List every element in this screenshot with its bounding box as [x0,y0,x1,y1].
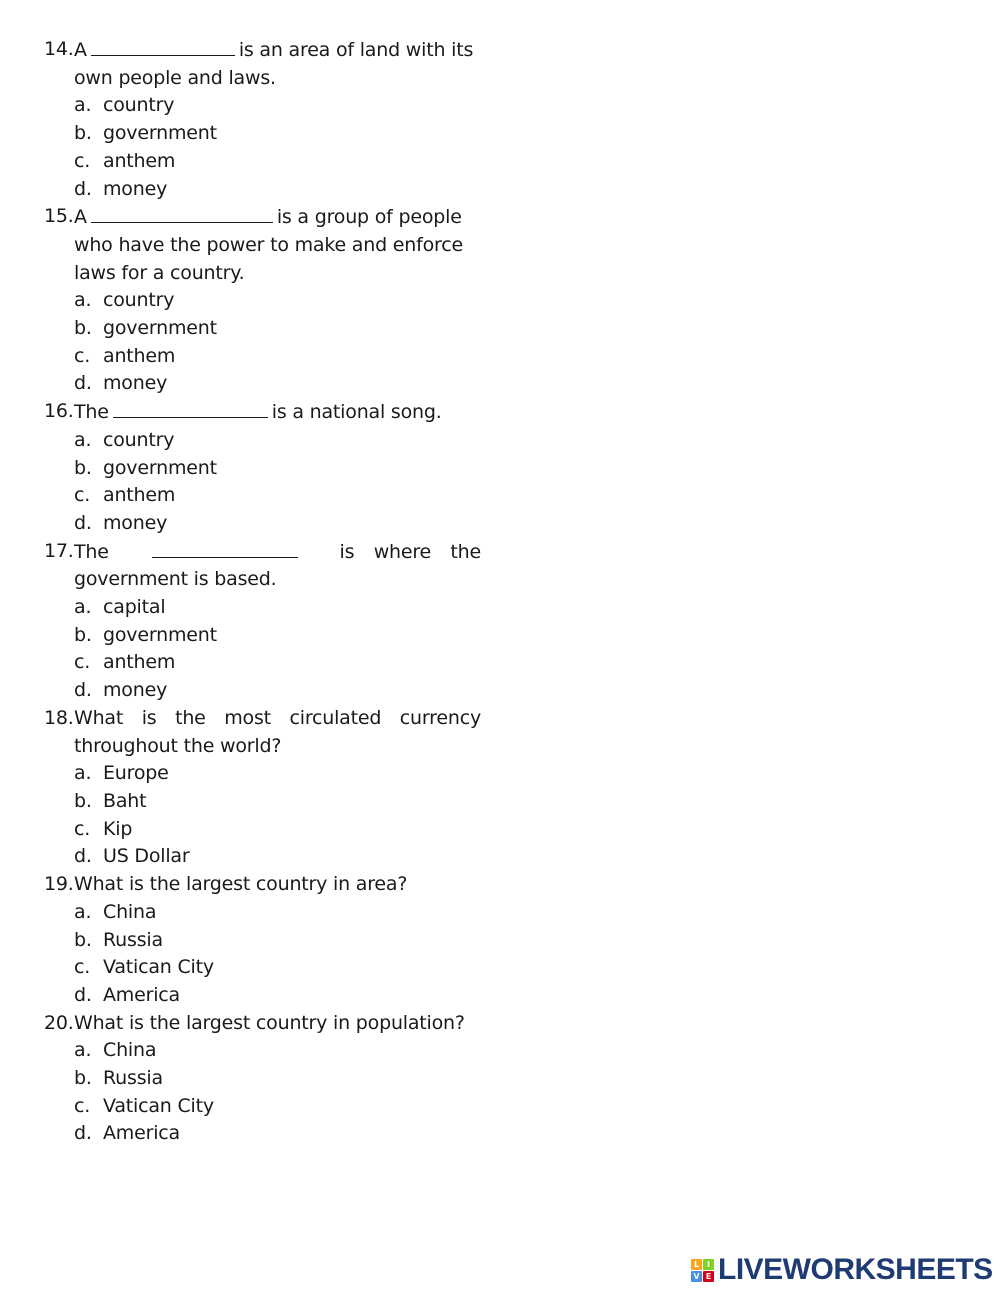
question-14 [44,36,481,203]
option-d[interactable] [44,510,481,538]
option-c[interactable] [44,954,481,982]
option-text: America [103,1122,180,1145]
logo-square: I [703,1259,714,1270]
stem-text: A [74,206,87,229]
option-letter: a. [74,428,92,451]
stem-text: The [74,540,109,563]
stem-text: is a group of people who have the power to make and enforce laws for a country. [74,206,463,284]
option-letter: b. [74,623,92,646]
question-number: 18. [44,706,74,729]
option-b[interactable] [44,120,481,148]
option-text: China [103,900,157,923]
option-letter: a. [74,1039,92,1062]
option-text: Vatican City [103,956,214,979]
option-letter: a. [74,762,92,785]
option-text: anthem [103,484,176,507]
option-text: America [103,983,180,1006]
answer-blank[interactable] [91,36,235,56]
option-letter: b. [74,456,92,479]
option-text: Kip [103,817,133,840]
logo-mark-icon [691,1259,714,1282]
option-c[interactable] [44,649,481,677]
option-letter: a. [74,94,92,117]
option-text: money [103,511,168,534]
stem-text: is a national song. [271,401,442,424]
question-stem [44,871,481,899]
option-text: Europe [103,762,169,785]
option-d[interactable] [44,982,481,1010]
option-letter: a. [74,596,92,619]
option-text: government [103,317,217,340]
option-b[interactable] [44,788,481,816]
option-text: capital [103,596,166,619]
question-number: 19. [44,873,74,896]
stem-text: is an area of land with its own people and laws. [74,39,474,89]
option-a[interactable] [44,594,481,622]
question-number: 14. [44,38,74,60]
logo-square: V [691,1271,702,1282]
option-text: country [103,289,175,312]
question-number: 15. [44,205,74,228]
option-b[interactable] [44,1065,481,1093]
option-text: Russia [103,928,163,951]
option-text: China [103,1039,157,1062]
option-a[interactable] [44,427,481,455]
option-a[interactable] [44,760,481,788]
stem-text: What is the most circulated currency throughout the world? [74,706,481,757]
stem-text: The [74,401,109,424]
option-a[interactable] [44,899,481,927]
question-number: 20. [44,1011,74,1034]
answer-blank[interactable] [113,398,268,418]
question-stem [44,36,481,92]
logo-square: L [691,1259,702,1270]
logo-text: LIVEWORKSHEETS [718,1253,993,1286]
option-text: Baht [103,789,147,812]
option-letter: d. [74,983,92,1006]
option-c[interactable] [44,148,481,176]
question-18 [44,705,481,871]
option-text: Russia [103,1067,163,1090]
stem-text: is where the government is based. [74,540,482,591]
option-text: anthem [103,344,176,367]
option-d[interactable] [44,843,481,871]
option-b[interactable] [44,315,481,343]
option-letter: d. [74,372,92,395]
option-letter: c. [74,956,91,979]
question-stem [44,705,481,760]
option-text: country [103,428,175,451]
option-letter: b. [74,317,92,340]
option-text: government [103,623,217,646]
liveworksheets-logo [691,1253,993,1287]
option-text: money [103,679,168,702]
option-d[interactable] [44,370,481,398]
option-letter: c. [74,817,91,840]
option-text: money [103,177,168,200]
option-c[interactable] [44,482,481,510]
option-text: government [103,122,217,145]
option-letter: c. [74,149,91,172]
option-letter: c. [74,344,91,367]
logo-square: E [703,1271,714,1282]
answer-blank[interactable] [152,538,298,558]
option-letter: c. [74,651,91,674]
option-letter: b. [74,928,92,951]
question-number: 17. [44,539,74,562]
option-a[interactable] [44,287,481,315]
option-letter: d. [74,177,92,200]
question-17 [44,538,481,705]
option-letter: d. [74,679,92,702]
stem-text: What is the largest country in population? [74,1011,465,1034]
question-number: 16. [44,400,74,423]
option-text: Vatican City [103,1094,214,1117]
stem-text: What is the largest country in area? [74,873,408,896]
option-c[interactable] [44,343,481,371]
option-letter: c. [74,1094,91,1117]
option-b[interactable] [44,455,481,483]
option-letter: d. [74,1122,92,1145]
option-d[interactable] [44,1120,481,1148]
option-letter: d. [74,845,92,868]
question-stem [44,398,481,427]
option-letter: a. [74,900,92,923]
question-stem [44,203,481,287]
question-20 [44,1010,481,1149]
option-c[interactable] [44,1093,481,1121]
option-letter: d. [74,511,92,534]
option-letter: b. [74,122,92,145]
question-stem [44,538,481,594]
option-d[interactable] [44,176,481,204]
option-text: anthem [103,149,176,172]
question-19 [44,871,481,1010]
option-letter: a. [74,289,92,312]
stem-text: A [74,39,87,61]
option-c[interactable] [44,816,481,844]
option-letter: b. [74,1067,92,1090]
option-b[interactable] [44,927,481,955]
option-text: money [103,372,168,395]
worksheet [44,36,481,1148]
option-a[interactable] [44,92,481,120]
option-d[interactable] [44,677,481,705]
option-text: US Dollar [103,845,190,868]
question-16 [44,398,481,538]
option-letter: b. [74,789,92,812]
question-stem [44,1010,481,1038]
answer-blank[interactable] [91,203,273,223]
option-text: government [103,456,217,479]
question-15 [44,203,481,398]
option-b[interactable] [44,622,481,650]
option-a[interactable] [44,1037,481,1065]
option-letter: c. [74,484,91,507]
option-text: country [103,94,175,117]
option-text: anthem [103,651,176,674]
